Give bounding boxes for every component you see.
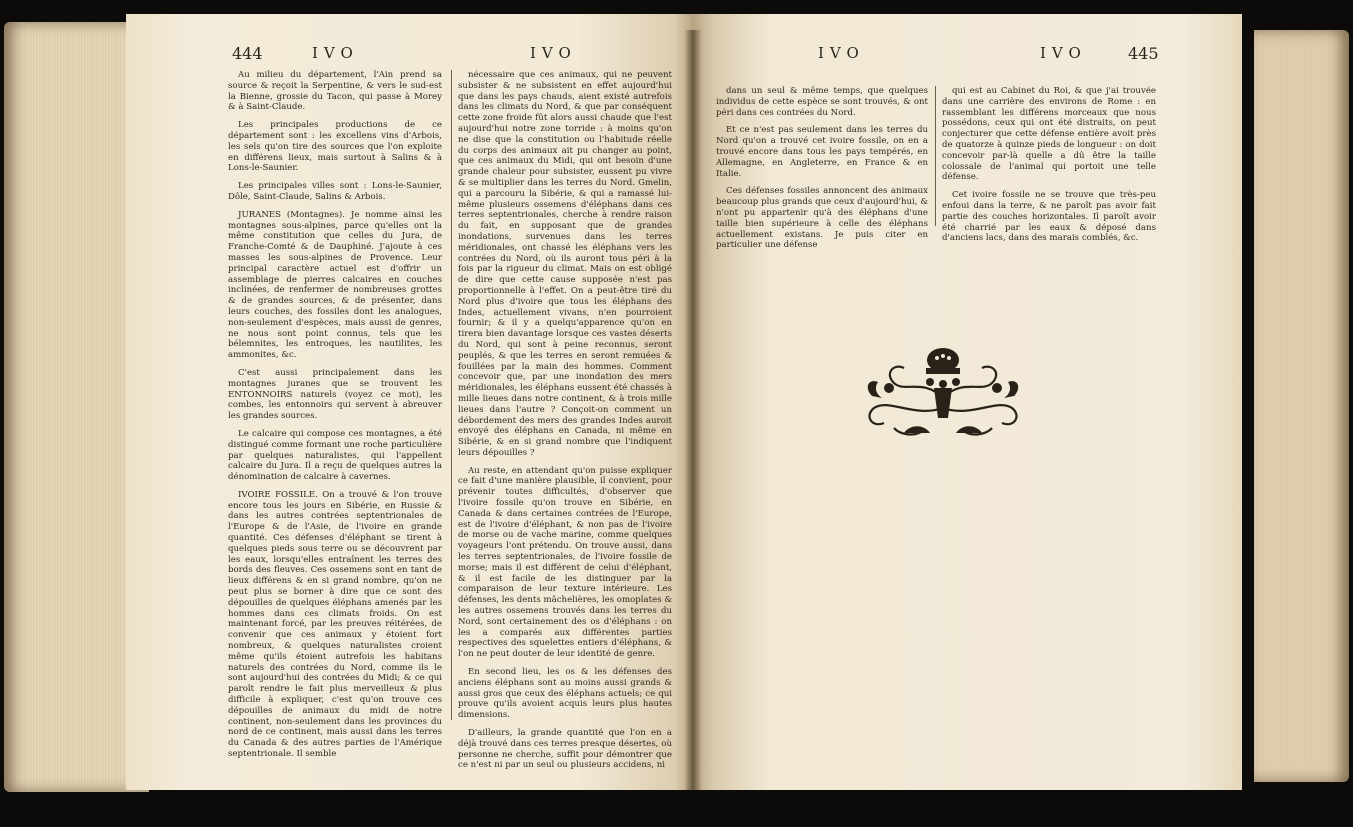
paragraph: dans un seul & même temps, que quelques individus de cette espèce se sont trouvés, & ont péri dans ces contrées du Nord. bbox=[716, 86, 928, 118]
paragraph: Ces défenses fossiles annoncent des animaux beaucoup plus grands que ceux d'aujourd'hui, & n'ont pu appartenir qu'à des éléphans d'une taille bien supérieure à celle des éléphans actuellement existans. Je puis citer en particulier une défense bbox=[716, 186, 928, 251]
paragraph: Cet ivoire fossile ne se trouve que très-peu enfoui dans la terre, & ne paroît pas avoir fait partie des couches horizontales. Il paroît avoir été charrié par les eaux & déposé dans d'anciens lacs, dans des marais comblés, &c. bbox=[942, 190, 1156, 244]
right-running-head-2: IVO bbox=[1040, 44, 1087, 62]
right-running-head-1: IVO bbox=[818, 44, 865, 62]
paragraph: Au milieu du département, l'Ain prend sa source & reçoit la Serpentine, & vers le sud-est la Bienne, grossie du Tacon, qui passe à Morey & à Saint-Claude. bbox=[228, 70, 442, 113]
printers-ornament-icon bbox=[854, 338, 1032, 444]
left-running-head-1: IVO bbox=[312, 44, 359, 62]
paragraph: nécessaire que ces animaux, qui ne peuvent subsister & ne subsistent en effet aujourd'hui que dans les pays chauds, aient existé autrefois dans les climats du Nord, & que par conséquent cette zone froide fût alors aussi chaude que l'est aujourd'hui notre zone torride : à moins qu'on ne dise que la constitution ou l'habitude réelle du corps des animaux ait pu changer au point, que ces animaux du Midi, qui ont besoin d'une grande chaleur pour subsister, eussent pu vivre & se multiplier dans les terres du Nord. Gmelin, qui a parcouru la Sibérie, & qui a ramassé lui-même plusieurs ossemens d'éléphans dans ces terres septentrionales, cherche à rendre raison du fait, en supposant que de grandes inondations, survenues dans les terres méridionales, ont chassé les éléphans vers les contrées du Nord, où ils auront tous péri à la fois par la rigueur du climat. Mais on est obligé de dire que cette cause supposée n'est pas proportionnelle à l'effet. On a peut-être tiré du Nord plus d'ivoire que tous les éléphans des Indes, actuellement vivans, n'en pourroient fournir; & il y a quelqu'apparence qu'on en tirera bien davantage lorsque ces vastes déserts du Nord, qui sont à peine reconnus, seront peuplés, & que les terres en seront remuées & fouillées par la main des hommes. Comment concevoir que, par une inondation des mers méridionales, les éléphans eussent été chassés à mille lieues dans notre continent, & à trois mille lieues dans l'autre ? Conçoit-on comment un débordement des mers des grandes Indes auroit envoyé des éléphans en Canada, ni même en Sibérie, & en si grand nombre que l'indiquent leurs dépouilles ? bbox=[458, 70, 672, 458]
paragraph: Les principales villes sont : Lons-le-Saunier, Dôle, Saint-Claude, Salins & Arbois. bbox=[228, 181, 442, 202]
right-page-column-1 bbox=[716, 86, 928, 258]
paragraph: JURANES (Montagnes). Je nomme ainsi les montagnes sous-alpines, parce qu'elles ont la même constitution que celles du Jura, de Franche-Comté & de Dauphiné. J'ajoute à ces masses les sous-alpines de Provence. Leur principal caractère actuel est d'offrir un assemblage de pierres calcaires en couches inclinées, de renfermer de nombreuses grottes & de grandes sources, & de présenter, dans leurs couches, des fossiles dont les analogues, non-seulement d'espèces, mais aussi de genres, ne nous sont point connus, tels que les bélemnites, les entroques, les nautilites, les ammonites, &c. bbox=[228, 209, 442, 361]
paragraph: qui est au Cabinet du Roi, & que j'ai trouvée dans une carrière des environs de Rome : en rassemblant les différens morceaux que nous possédons, ceux qui ont été distraits, on peut conjecturer que cette défense entière avoit près de quatorze à quinze pieds de longueur : on doit concevoir par-là quelle a dû être la taille colossale de l'animal qui portoit une telle défense. bbox=[942, 86, 1156, 183]
left-page-number: 444 bbox=[232, 44, 263, 63]
paragraph: Et ce n'est pas seulement dans les terres du Nord qu'on a trouvé cet ivoire fossile, on en a trouvé encore dans tous les pays tempérés, en Allemagne, en Angleterre, en France & en Italie. bbox=[716, 125, 928, 179]
left-page-column-2 bbox=[458, 70, 672, 778]
right-page-edges bbox=[1254, 30, 1349, 782]
column-rule bbox=[451, 70, 452, 720]
right-page-number: 445 bbox=[1128, 44, 1159, 63]
left-running-head-2: IVO bbox=[530, 44, 577, 62]
column-rule bbox=[935, 86, 936, 226]
paragraph: Le calcaire qui compose ces montagnes, a été distingué comme formant une roche particulière par quelques naturalistes, qui l'appellent calcaire du Jura. Il a reçu de quelques autres la dénomination de calcaire à cavernes. bbox=[228, 428, 442, 483]
paragraph: D'ailleurs, la grande quantité que l'on en a déjà trouvé dans ces terres presque désertes, où personne ne cherche, suffit pour démontrer que ce n'est ni par un seul ou plusieurs accidens, ni bbox=[458, 728, 672, 771]
paragraph: IVOIRE FOSSILE. On a trouvé & l'on trouve encore tous les jours en Sibérie, en Russie & dans les autres contrées septentrionales de l'Europe & de l'Asie, de l'ivoire en grande quantité. Ces défenses d'éléphant se tirent à quelques pieds sous terre ou se découvrent par les eaux, lorsqu'elles entraînent les terres des bords des fleuves. Ces ossemens sont en tant de lieux différens & en si grand nombre, qu'on ne peut plus se borner à dire que ce sont des dépouilles de quelques éléphans amenés par les hommes dans ces climats froids. On est maintenant forcé, par les preuves réitérées, de convenir que ces animaux y étoient fort nombreux, & quelques naturalistes croient même qu'ils étoient autrefois les habitans naturels des contrées du Nord, comme ils le sont aujourd'hui des contrées du Midi; & ce qui paroît rendre le fait plus merveilleux & plus difficile à expliquer, c'est qu'on trouve ces dépouilles de animaux du midi de notre continent, non-seulement dans les provinces du nord de ce continent, mais aussi dans les terres du Canada & des autres parties de l'Amérique septentrionale. Il semble bbox=[228, 489, 442, 760]
paragraph: C'est aussi principalement dans les montagnes juranes que se trouvent les ENTONNOIRS naturels (voyez ce mot), les combes, les entonnoirs qui servent à abreuver les grandes sources. bbox=[228, 367, 442, 422]
paragraph: Au reste, en attendant qu'on puisse expliquer ce fait d'une manière plausible, il convient, pour prévenir toutes difficultés, d'observer que l'ivoire fossile qu'on trouve en Sibérie, en Canada & dans certaines contrées de l'Europe, est de l'ivoire d'éléphant, & non pas de l'ivoire de morse ou de vache marine, comme quelques voyageurs l'ont prétendu. On trouve aussi, dans les terres septentrionales, de l'ivoire fossile de morse; mais il est différent de celui d'éléphant, & il est facile de les distinguer par la comparaison de leur texture intérieure. Les défenses, les dents mâchelières, les omoplates & les autres ossemens trouvés dans les terres du Nord, sont certainement des os d'éléphans : on les a comparés aux différentes parties respectives des squelettes entiers d'éléphans, & l'on ne peut douter de leur identité de genre. bbox=[458, 465, 672, 660]
paragraph: Les principales productions de ce département sont : les excellens vins d'Arbois, les sels qu'on tire des sources que l'on exploite en différens lieux, mais surtout à Salins & à Lons-le-Saunier. bbox=[228, 120, 442, 174]
book-gutter bbox=[684, 30, 702, 790]
right-page-column-2 bbox=[942, 86, 1156, 251]
left-page-column-1 bbox=[228, 70, 442, 767]
paragraph: En second lieu, les os & les défenses des anciens éléphans sont au moins aussi grands & aussi gros que ceux des éléphans actuels; ce qui prouve qu'ils avoient acquis leurs plus hautes dimensions. bbox=[458, 667, 672, 721]
